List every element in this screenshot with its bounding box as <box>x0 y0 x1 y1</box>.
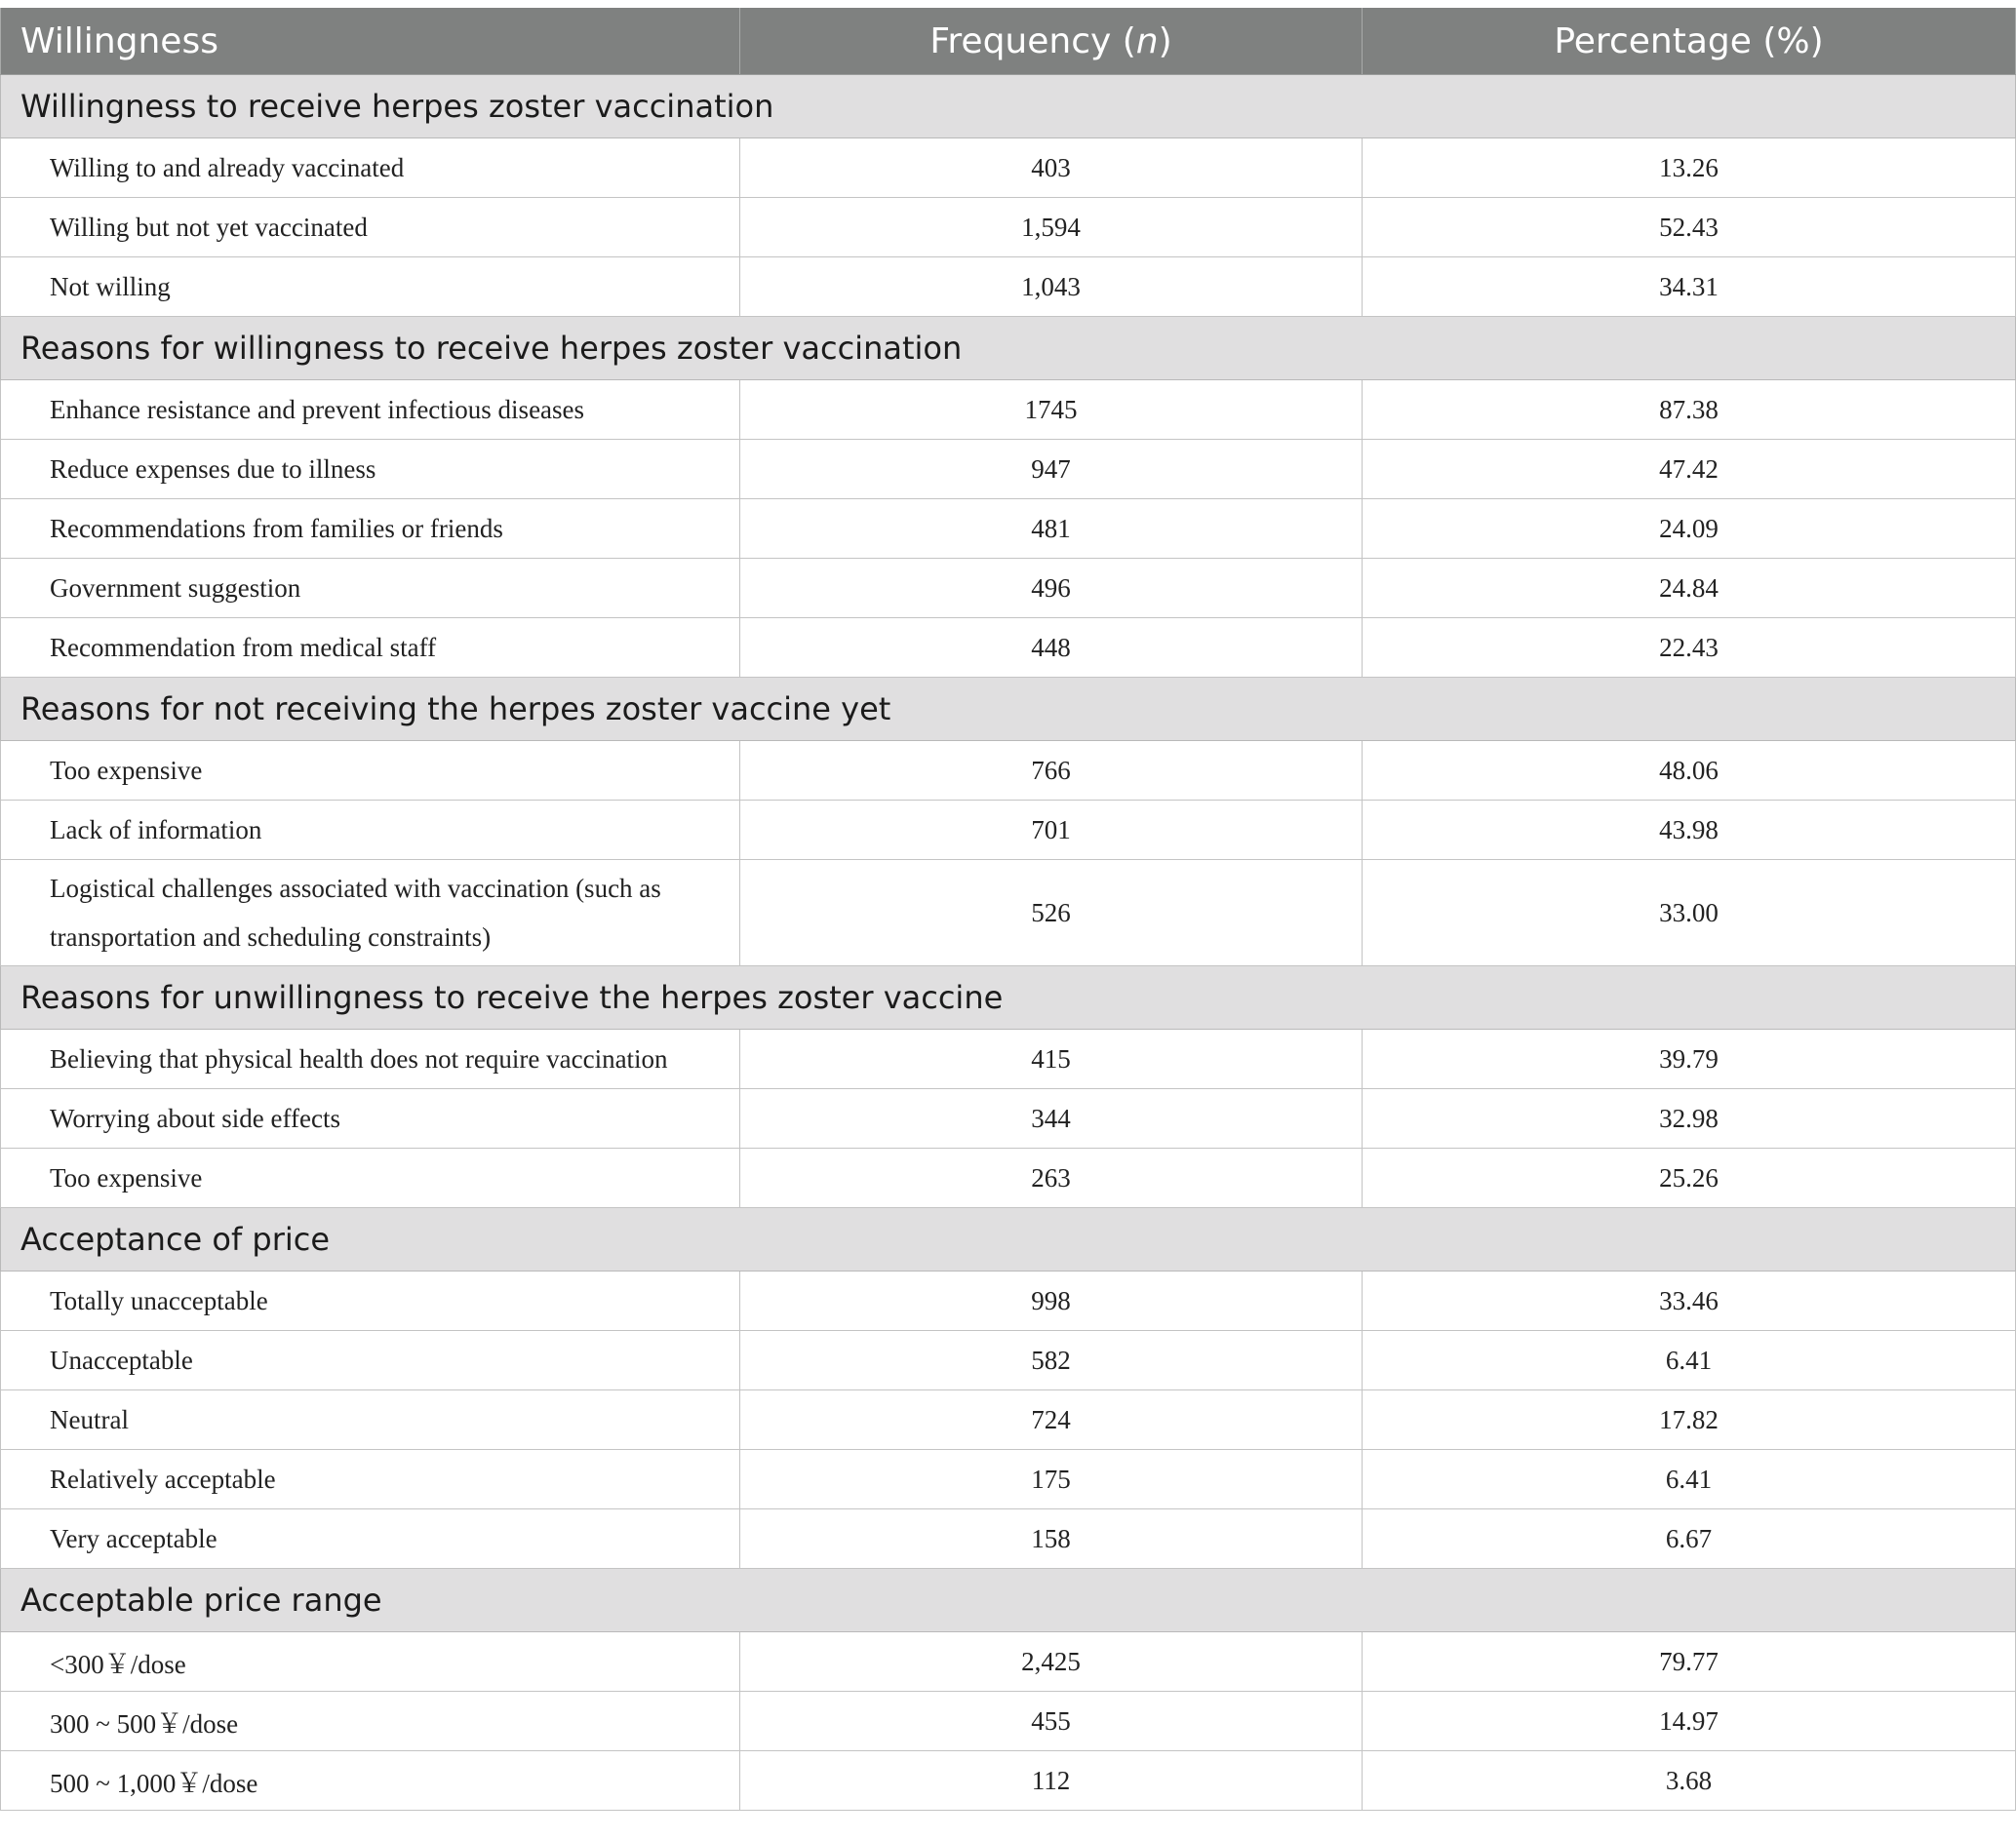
row-percentage: 3.68 <box>1363 1751 2016 1811</box>
section-title: Acceptance of price <box>1 1208 2016 1272</box>
section-header-row <box>1 75 2016 138</box>
row-frequency: 526 <box>740 860 1363 966</box>
row-percentage: 13.26 <box>1363 138 2016 198</box>
row-label: Lack of information <box>1 801 740 860</box>
row-label: Government suggestion <box>1 559 740 618</box>
row-percentage: 47.42 <box>1363 440 2016 499</box>
row-frequency: 496 <box>740 559 1363 618</box>
header-percentage: Percentage (%) <box>1363 8 2016 75</box>
row-frequency: 415 <box>740 1030 1363 1089</box>
row-frequency: 448 <box>740 618 1363 678</box>
row-frequency: 455 <box>740 1692 1363 1751</box>
row-label: Believing that physical health does not require vaccination <box>1 1030 740 1089</box>
row-label: Unacceptable <box>1 1331 740 1390</box>
row-percentage: 43.98 <box>1363 801 2016 860</box>
section-title: Reasons for willingness to receive herpes zoster vaccination <box>1 317 2016 380</box>
row-frequency: 175 <box>740 1450 1363 1509</box>
section-header-row <box>1 1569 2016 1632</box>
row-percentage: 14.97 <box>1363 1692 2016 1751</box>
table-row <box>1 618 2016 678</box>
header-frequency-close: ) <box>1158 20 1172 61</box>
section-header-row <box>1 317 2016 380</box>
row-frequency: 403 <box>740 138 1363 198</box>
header-row <box>1 8 2016 75</box>
section-title: Reasons for not receiving the herpes zoster vaccine yet <box>1 678 2016 741</box>
row-percentage: 17.82 <box>1363 1390 2016 1450</box>
row-label: Relatively acceptable <box>1 1450 740 1509</box>
row-frequency: 263 <box>740 1149 1363 1208</box>
row-label: Too expensive <box>1 1149 740 1208</box>
row-percentage: 52.43 <box>1363 198 2016 257</box>
row-frequency: 998 <box>740 1272 1363 1331</box>
row-label: Willing to and already vaccinated <box>1 138 740 198</box>
row-frequency: 947 <box>740 440 1363 499</box>
table-row <box>1 860 2016 966</box>
row-label: Willing but not yet vaccinated <box>1 198 740 257</box>
row-percentage: 32.98 <box>1363 1089 2016 1149</box>
table-row <box>1 499 2016 559</box>
row-percentage: 6.41 <box>1363 1450 2016 1509</box>
row-frequency: 724 <box>740 1390 1363 1450</box>
row-label: Recommendations from families or friends <box>1 499 740 559</box>
row-label: Enhance resistance and prevent infectious diseases <box>1 380 740 440</box>
table-row <box>1 198 2016 257</box>
row-percentage: 34.31 <box>1363 257 2016 317</box>
row-percentage: 79.77 <box>1363 1632 2016 1692</box>
row-frequency: 2,425 <box>740 1632 1363 1692</box>
row-frequency: 481 <box>740 499 1363 559</box>
section-header-row <box>1 966 2016 1030</box>
row-percentage: 6.41 <box>1363 1331 2016 1390</box>
table-row <box>1 138 2016 198</box>
section-header-row <box>1 1208 2016 1272</box>
row-percentage: 48.06 <box>1363 741 2016 801</box>
section-title: Willingness to receive herpes zoster vaccination <box>1 75 2016 138</box>
row-percentage: 33.46 <box>1363 1272 2016 1331</box>
row-label: Totally unacceptable <box>1 1272 740 1331</box>
row-frequency: 1745 <box>740 380 1363 440</box>
table-row <box>1 741 2016 801</box>
row-frequency: 766 <box>740 741 1363 801</box>
header-frequency-text: Frequency ( <box>929 20 1136 61</box>
table-row <box>1 1390 2016 1450</box>
table-row <box>1 1331 2016 1390</box>
row-percentage: 39.79 <box>1363 1030 2016 1089</box>
table-row <box>1 1632 2016 1692</box>
row-frequency: 112 <box>740 1751 1363 1811</box>
willingness-table <box>0 8 2016 1811</box>
row-frequency: 1,043 <box>740 257 1363 317</box>
header-frequency-italic: n <box>1135 20 1159 61</box>
row-label: Not willing <box>1 257 740 317</box>
row-frequency: 701 <box>740 801 1363 860</box>
row-frequency: 158 <box>740 1509 1363 1569</box>
table-row <box>1 1450 2016 1509</box>
table-row <box>1 1509 2016 1569</box>
row-label: Reduce expenses due to illness <box>1 440 740 499</box>
section-header-row <box>1 678 2016 741</box>
table-row <box>1 380 2016 440</box>
row-frequency: 344 <box>740 1089 1363 1149</box>
table-row <box>1 1272 2016 1331</box>
row-percentage: 87.38 <box>1363 380 2016 440</box>
table-row <box>1 257 2016 317</box>
row-label: 500 ~ 1,000￥/dose <box>1 1751 740 1811</box>
row-label: Very acceptable <box>1 1509 740 1569</box>
row-percentage: 25.26 <box>1363 1149 2016 1208</box>
table-row <box>1 559 2016 618</box>
row-percentage: 6.67 <box>1363 1509 2016 1569</box>
row-label: 300 ~ 500￥/dose <box>1 1692 740 1751</box>
row-frequency: 1,594 <box>740 198 1363 257</box>
row-label: Logistical challenges associated with vaccination (such as transportation and scheduling constraints) <box>1 860 740 966</box>
row-frequency: 582 <box>740 1331 1363 1390</box>
table-row <box>1 440 2016 499</box>
row-percentage: 24.84 <box>1363 559 2016 618</box>
section-title: Reasons for unwillingness to receive the herpes zoster vaccine <box>1 966 2016 1030</box>
row-percentage: 33.00 <box>1363 860 2016 966</box>
table-row <box>1 1089 2016 1149</box>
row-label: Too expensive <box>1 741 740 801</box>
table-row <box>1 1692 2016 1751</box>
table-row <box>1 1751 2016 1811</box>
table-row <box>1 1149 2016 1208</box>
header-frequency <box>740 8 1363 75</box>
row-label: Neutral <box>1 1390 740 1450</box>
section-title: Acceptable price range <box>1 1569 2016 1632</box>
row-label: Worrying about side effects <box>1 1089 740 1149</box>
row-percentage: 22.43 <box>1363 618 2016 678</box>
row-label: <300￥/dose <box>1 1632 740 1692</box>
table-row <box>1 801 2016 860</box>
header-willingness: Willingness <box>1 8 740 75</box>
table-row <box>1 1030 2016 1089</box>
row-label: Recommendation from medical staff <box>1 618 740 678</box>
row-percentage: 24.09 <box>1363 499 2016 559</box>
